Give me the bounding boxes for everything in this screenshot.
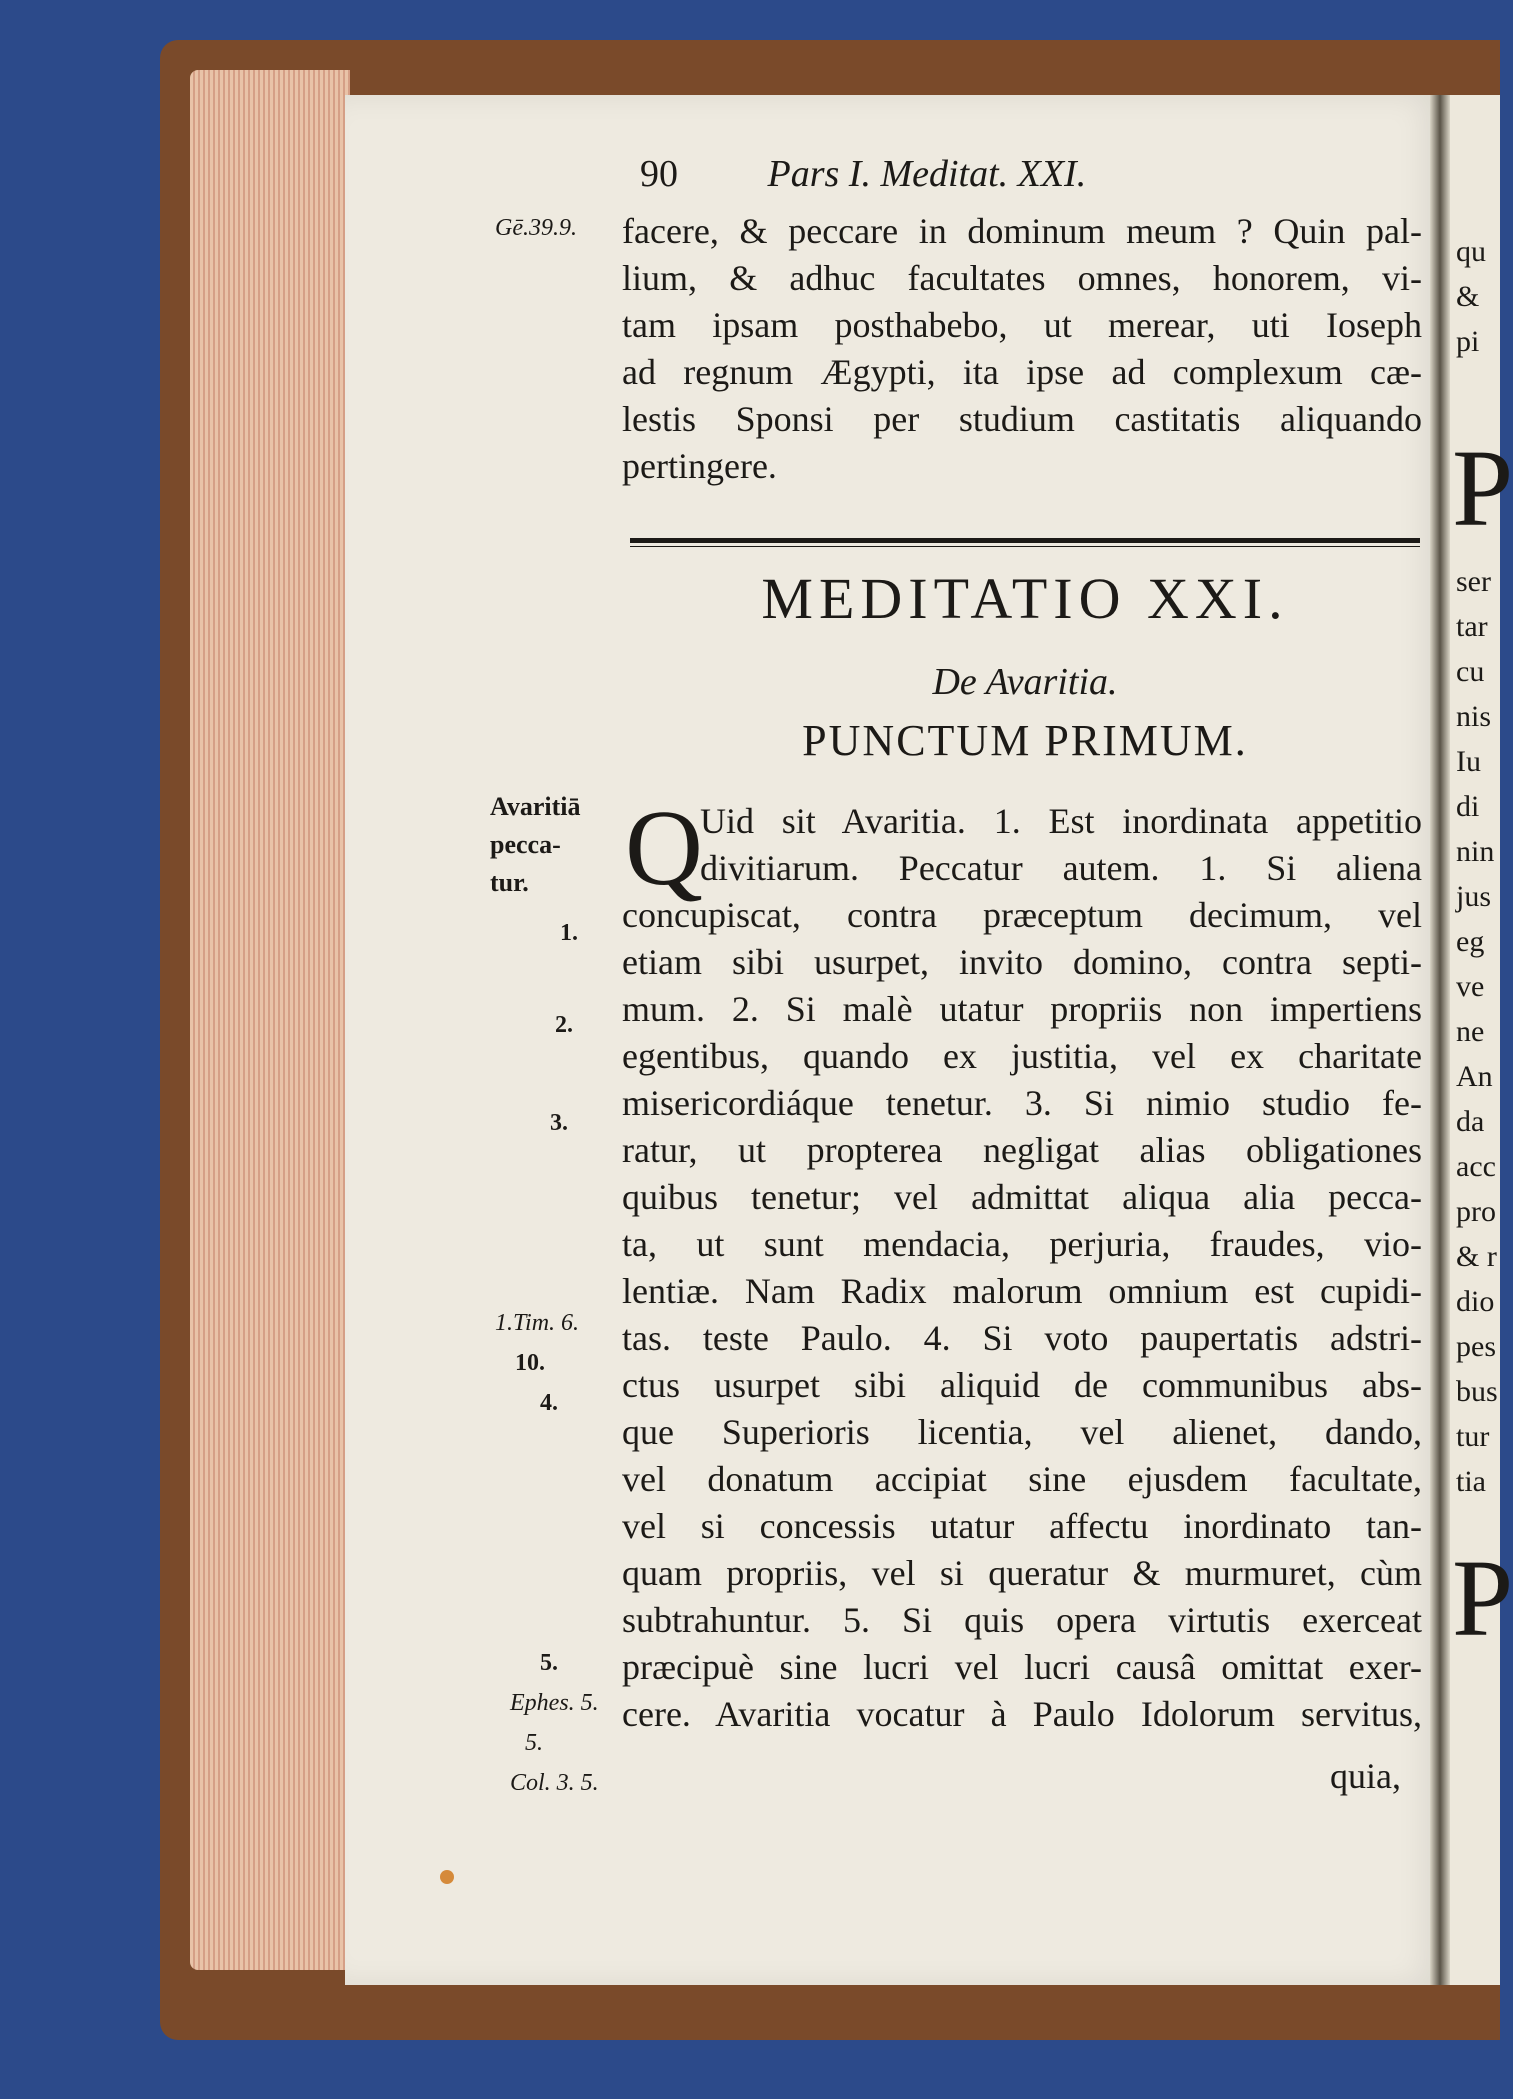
margin-number: 3. [550, 1110, 568, 1136]
text-line: tas. teste Paulo. 4. Si voto paupertatis adstri- [622, 1318, 1422, 1358]
next-page-text: An [1456, 1060, 1493, 1093]
text-line: mum. 2. Si malè utatur propriis non impertiens [622, 989, 1422, 1029]
margin-reference: Col. 3. 5. [510, 1770, 599, 1796]
next-page-text: & [1456, 280, 1480, 313]
punctum-heading: PUNCTUM PRIMUM. [802, 716, 1248, 765]
text-line: ad regnum Ægypti, ita ipse ad complexum cæ- [622, 352, 1422, 392]
text-line: subtrahuntur. 5. Si quis opera virtutis exerceat [622, 1600, 1422, 1640]
next-page-text: dio [1456, 1285, 1495, 1318]
text-line: quam propriis, vel si queratur & murmuret, cùm [622, 1553, 1422, 1593]
margin-sidenote: pecca- [490, 830, 561, 859]
text-line: tam ipsam posthabebo, ut merear, uti Ioseph [622, 305, 1422, 345]
next-page-text: pro [1456, 1195, 1496, 1228]
next-page-text: qu [1456, 235, 1486, 268]
text-line: vel si concessis utatur affectu inordinato tan- [622, 1506, 1422, 1546]
next-page-text: pes [1456, 1330, 1496, 1363]
next-page-text: da [1456, 1105, 1485, 1138]
text-line: concupiscat, contra præceptum decimum, vel [622, 895, 1422, 935]
margin-sidenote: Avaritiā [490, 792, 581, 821]
next-page-text: ne [1456, 1015, 1485, 1048]
next-page-text: ser [1456, 565, 1491, 598]
section-rule-thin [630, 546, 1420, 547]
next-page-fragment [1450, 95, 1513, 1985]
gutter [1430, 95, 1450, 1985]
next-page-text: P [1452, 427, 1513, 549]
next-page-text: acc [1456, 1150, 1496, 1183]
next-page-text: bus [1456, 1375, 1498, 1408]
text-line: egentibus, quando ex justitia, vel ex charitate [622, 1036, 1422, 1076]
text-line: facere, & peccare in dominum meum ? Quin pal- [622, 211, 1422, 251]
next-page-text: P [1452, 1537, 1513, 1659]
text-line: ratur, ut propterea negligat alias obligationes [622, 1130, 1422, 1170]
text-line: ta, ut sunt mendacia, perjuria, fraudes, vio- [622, 1224, 1422, 1264]
margin-reference: Gē.39.9. [495, 215, 577, 241]
catchword: quia, [1330, 1756, 1401, 1796]
next-page-text: nis [1456, 700, 1492, 733]
meditation-subtitle: De Avaritia. [932, 661, 1118, 703]
next-page-text: jus [1456, 880, 1492, 913]
meditation-title: MEDITATIO XXI. [761, 566, 1289, 631]
text-line: quibus tenetur; vel admittat aliqua alia pecca- [622, 1177, 1422, 1217]
text-line: que Superioris licentia, vel alienet, dando, [622, 1412, 1422, 1452]
page-header [640, 152, 1086, 196]
margin-reference: 10. [515, 1350, 545, 1376]
next-page-text: tur [1456, 1420, 1490, 1453]
running-title: Pars I. Meditat. XXI. [767, 153, 1087, 195]
next-page-text: ve [1456, 970, 1485, 1003]
text-line: ctus usurpet sibi aliquid de communibus abs- [622, 1365, 1422, 1405]
text-line: vel donatum accipiat sine ejusdem facultate, [622, 1459, 1422, 1499]
next-page-text: tar [1456, 610, 1488, 643]
margin-number: 4. [540, 1390, 558, 1416]
margin-number: 2. [555, 1012, 573, 1038]
text-line: etiam sibi usurpet, invito domino, contra septi- [622, 942, 1422, 982]
ink-stain [440, 1870, 454, 1884]
next-page-text: tia [1456, 1465, 1486, 1498]
text-line: lium, & adhuc facultates omnes, honorem, vi- [622, 258, 1422, 298]
margin-number: 5. [540, 1650, 558, 1676]
text-line: Uid sit Avaritia. 1. Est inordinata appetitio [700, 801, 1422, 841]
section-rule [630, 538, 1420, 543]
margin-sidenote: tur. [490, 868, 529, 897]
text-line: cere. Avaritia vocatur à Paulo Idolorum servitus, [622, 1694, 1422, 1734]
drop-cap: Q [625, 789, 703, 908]
text-line: præcipuè sine lucri vel lucri causâ omittat exer- [622, 1647, 1422, 1687]
margin-reference: Ephes. 5. [510, 1690, 599, 1716]
text-line: pertingere. [622, 446, 777, 486]
next-page-text: di [1456, 790, 1480, 823]
next-page-text: nin [1456, 835, 1495, 868]
margin-reference: 1.Tim. 6. [495, 1310, 580, 1336]
next-page-text: Iu [1456, 745, 1481, 778]
text-line: lestis Sponsi per studium castitatis aliquando [622, 399, 1422, 439]
text-line: lentiæ. Nam Radix malorum omnium est cupidi- [622, 1271, 1422, 1311]
text-line: divitiarum. Peccatur autem. 1. Si aliena [700, 848, 1422, 888]
text-line: misericordiáque tenetur. 3. Si nimio studio fe- [622, 1083, 1422, 1123]
margin-reference: 5. [525, 1730, 543, 1756]
page-edges [190, 70, 350, 1970]
next-page-text: eg [1456, 925, 1485, 958]
next-page-text: pi [1456, 325, 1480, 358]
page-number: 90 [640, 153, 678, 195]
next-page-text: & r [1456, 1240, 1497, 1273]
margin-number: 1. [560, 920, 578, 946]
next-page-text: cu [1456, 655, 1485, 688]
